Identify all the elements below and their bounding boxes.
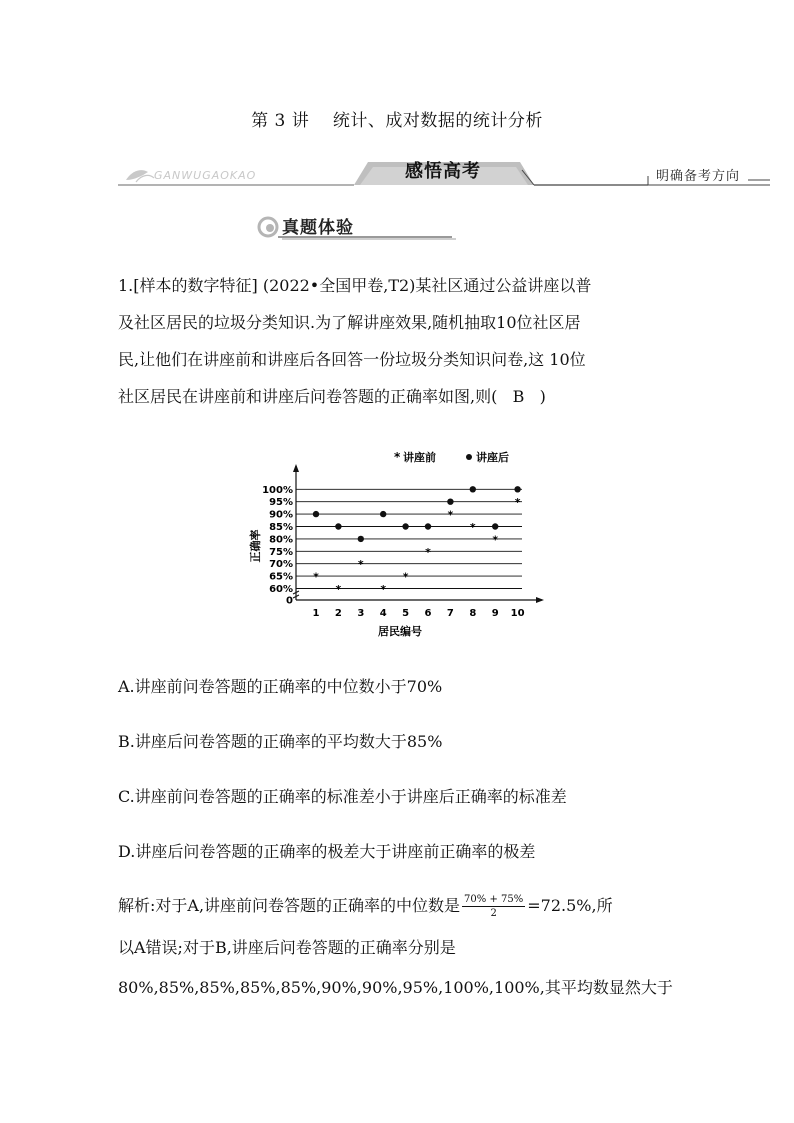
x-tick-label: 8 [469, 608, 477, 619]
data-point-before: * [514, 496, 521, 510]
data-point-before: * [313, 570, 319, 584]
chart-container [240, 442, 560, 642]
data-point-after [335, 523, 341, 529]
y-tick-label: 100% [262, 484, 293, 496]
scatter-chart [240, 442, 560, 642]
data-point-before: * [425, 545, 431, 559]
y-tick-label: 65% [269, 571, 293, 583]
data-point-before: * [357, 558, 364, 572]
x-tick-label: 9 [491, 608, 499, 619]
data-point-before: * [402, 570, 409, 584]
y-tick-label: 80% [269, 534, 293, 546]
x-tick-label: 7 [446, 608, 454, 619]
data-point-before: * [447, 508, 454, 522]
data-point-after [358, 536, 364, 542]
x-tick-label: 6 [424, 608, 432, 619]
x-tick-label: 3 [357, 608, 365, 619]
banner-left-text: GANWUGAOKAO [154, 169, 257, 182]
x-tick-label: 5 [402, 608, 410, 619]
banner-center-text: 感悟高考 [405, 161, 481, 182]
legend-marker-before: * [394, 450, 401, 464]
legend-label-after: 讲座后 [476, 451, 509, 464]
option-b: B.讲座后问卷答题的正确率的平均数大于85% [118, 732, 443, 751]
data-point-after [380, 511, 386, 517]
fraction-numerator: 70% + 75% [464, 894, 524, 905]
banner-right-text: 明确备考方向 [656, 169, 741, 184]
analysis-line-2: 以A错误;对于B,讲座后问卷答题的正确率分别是 [118, 938, 456, 957]
question-line: 民,让他们在讲座前和讲座后各回答一份垃圾分类知识问卷,这 10位 [118, 350, 586, 369]
y-tick-label: 75% [269, 546, 293, 558]
question-line: 社区居民在讲座前和讲座后问卷答题的正确率如图,则( B ) [118, 387, 546, 406]
fraction [462, 893, 525, 920]
x-axis-arrow [536, 597, 544, 603]
analysis-line-1 [118, 893, 613, 920]
y-tick-label: 60% [269, 584, 293, 595]
option-a: A.讲座前问卷答题的正确率的中位数小于70% [118, 677, 443, 696]
data-point-after [313, 511, 319, 517]
data-point-after [514, 486, 520, 492]
x-tick-label: 4 [379, 608, 387, 619]
y-tick-label: 90% [269, 509, 293, 521]
data-point-after [470, 486, 476, 492]
page-title: 第 3 讲 统计、成对数据的统计分析 [251, 111, 543, 131]
legend-label-before: 讲座前 [403, 451, 436, 464]
data-point-before: * [492, 533, 499, 547]
y-tick-label: 0 [286, 595, 293, 607]
section-title: 真题体验 [282, 218, 354, 238]
data-point-after [425, 523, 431, 529]
x-tick-label: 2 [334, 608, 342, 619]
y-tick-label: 95% [269, 497, 293, 509]
x-tick-label: 10 [510, 608, 525, 619]
option-d: D.讲座后问卷答题的正确率的极差大于讲座前正确率的极差 [118, 842, 536, 861]
data-point-before: * [469, 521, 476, 534]
data-point-before: * [380, 583, 387, 596]
y-tick-label: 85% [269, 522, 293, 533]
x-axis-label: 居民编号 [378, 625, 422, 638]
y-axis-label: 正确率 [249, 529, 262, 563]
y-tick-label: 70% [269, 559, 293, 571]
question-line: 1.[样本的数字特征] (2022•全国甲卷,T2)某社区通过公益讲座以普 [118, 276, 592, 295]
x-tick-label: 1 [312, 608, 320, 619]
data-point-after [402, 523, 408, 529]
data-point-before: * [335, 583, 342, 596]
fraction-denominator: 2 [490, 908, 497, 919]
option-c: C.讲座前问卷答题的正确率的标准差小于讲座后正确率的标准差 [118, 787, 567, 806]
legend-marker-after [466, 454, 472, 460]
analysis-text: =72.5%,所 [527, 896, 613, 915]
y-axis-arrow [293, 464, 299, 472]
question-text [118, 267, 683, 415]
analysis-text: 解析:对于A,讲座前问卷答题的正确率的中位数是 [118, 896, 461, 915]
analysis-line-3: 80%,85%,85%,85%,85%,90%,90%,95%,100%,100%,其平均数显然大于 [118, 978, 673, 997]
question-line: 及社区居民的垃圾分类知识.为了解讲座效果,随机抽取10位社区居 [118, 313, 581, 332]
data-point-after [447, 499, 453, 505]
data-point-after [492, 523, 498, 529]
